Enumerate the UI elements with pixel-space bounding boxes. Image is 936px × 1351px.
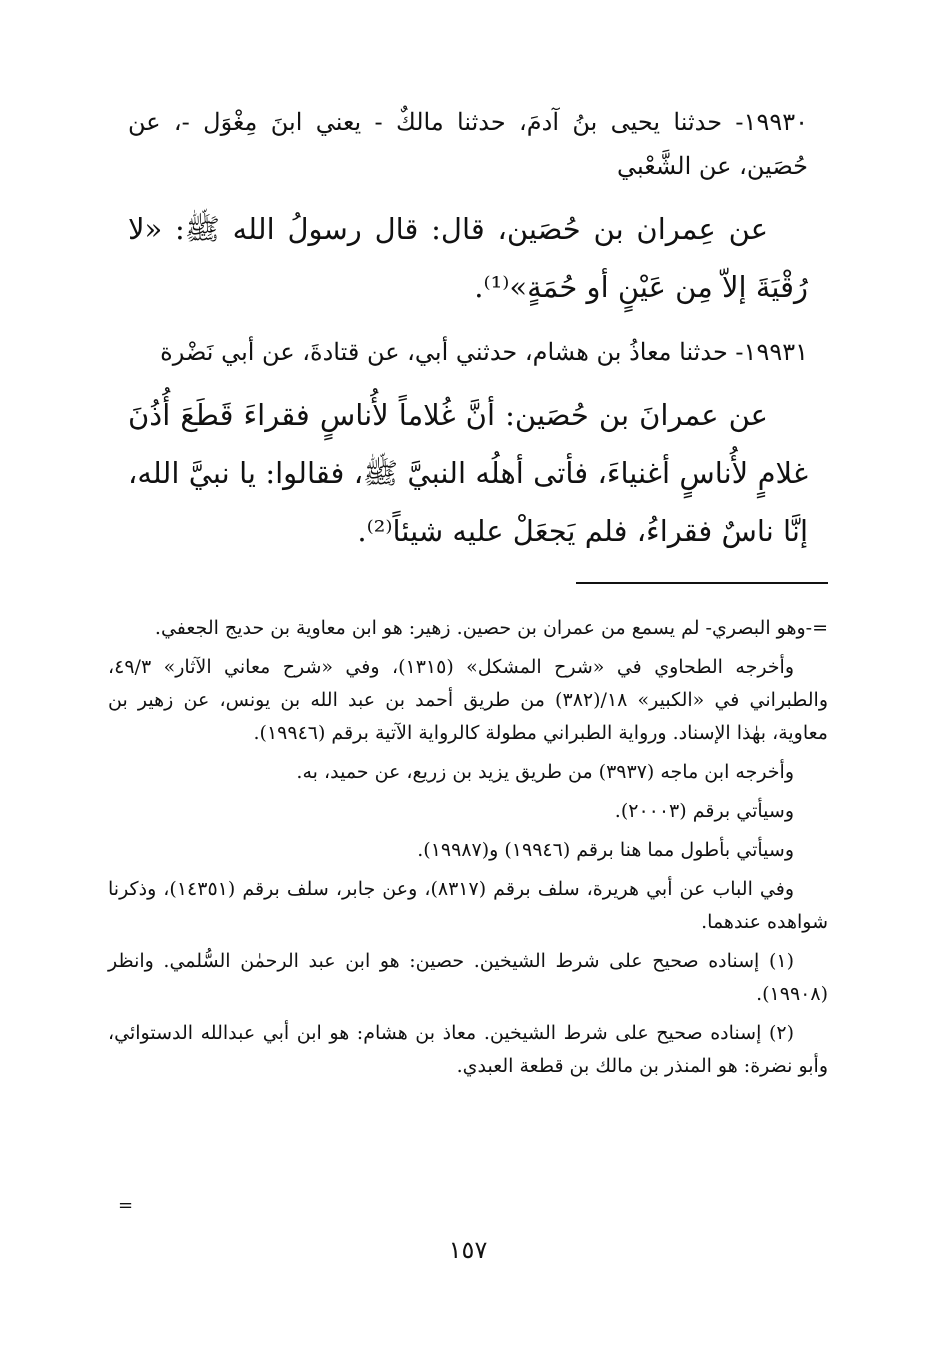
footnote-paragraph: وفي الباب عن أبي هريرة، سلف برقم (٨٣١٧)، وعن جابر، سلف برقم (١٤٣٥١)، وذكرنا شواهده عندهما. <box>108 878 828 933</box>
footnote-2: (٢) إسناده صحيح على شرط الشيخين. معاذ بن هشام: هو ابن أبي عبدالله الدستوائي، وأبو نضرة: هو المنذر بن مالك بن قطعة العبدي. <box>108 1022 828 1077</box>
footnote-1: (١) إسناده صحيح على شرط الشيخين. حصين: هو ابن عبد الرحمٰن السُّلمي. وانظر (١٩٩٠٨). <box>108 950 828 1005</box>
footnote-paragraph: وأخرجه ابن ماجه (٣٩٣٧) من طريق يزيد بن زريع، عن حميد، به. <box>296 761 794 783</box>
footnote-paragraph: وأخرجه الطحاوي في «شرح المشكل» (١٣١٥)، وفي «شرح معاني الآثار» ٤٩/٣، والطبراني في «الكبير» ١٨/(٣٨٢) من طريق أحمد بن عبد الله بن يونس، عن زهير بن معاوية، بهٰذا الإسناد. ورواية الطبراني مطولة كالرواية الآتية برقم (١٩٩٤٦). <box>108 656 829 744</box>
footnote-separator <box>576 582 828 584</box>
hadith-19931-matn: عن عمرانَ بن حُصَين: أنَّ غُلاماً لأُناسٍ فقراءَ قَطَعَ أُذُنَ غلامٍ لأُناسٍ أغنياءَ، فأتى أهلُه النبيَّ ﷺ، فقالوا: يا نبيَّ الله، إنَّا ناسٌ فقراءُ، فلم يَجعَلْ عليه شيئاً⁽²⁾. <box>128 398 808 548</box>
hadith-19930-matn: عن عِمران بن حُصَين، قال: قال رسولُ الله ﷺ: «لا رُقْيَةَ إلاّ مِن عَيْنٍ أو حُمَةٍ»⁽¹⁾. <box>128 212 808 304</box>
hadith-19930-isnad: ١٩٩٣٠- حدثنا يحيى بنُ آدمَ، حدثنا مالكٌ - يعني ابنَ مِغْوَل -، عن حُصَين، عن الشَّعْبي <box>128 108 808 180</box>
continuation-mark: = <box>118 1195 134 1216</box>
footnote-paragraph: وسيأتي بأطول مما هنا برقم (١٩٩٤٦) و(١٩٩٨٧). <box>417 839 794 861</box>
page-number: ١٥٧ <box>448 1236 488 1264</box>
hadith-19931-isnad: ١٩٩٣١- حدثنا معاذُ بن هشام، حدثني أبي، عن قتادةَ، عن أبي نَضْرة <box>160 338 808 366</box>
footnote-continuation: =-وهو البصري- لم يسمع من عمران بن حصين. زهير: هو ابن معاوية بن حديج الجعفي. <box>154 617 828 639</box>
footnotes <box>108 612 828 1089</box>
main-text <box>128 100 808 560</box>
footnote-paragraph: وسيأتي برقم (٢٠٠٠٣). <box>614 800 794 822</box>
